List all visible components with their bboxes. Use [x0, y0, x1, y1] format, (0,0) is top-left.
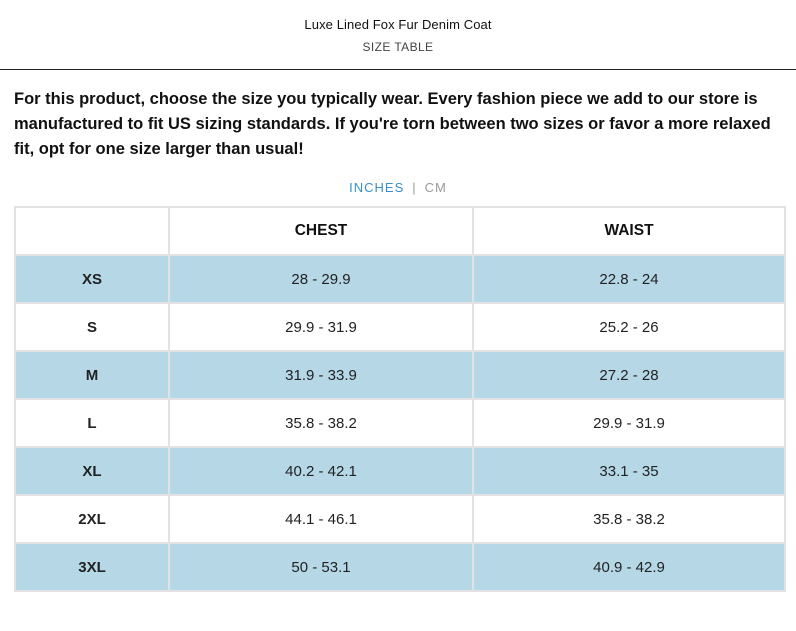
- table-row: [15, 351, 785, 399]
- table-row: [15, 495, 785, 543]
- size-table: [14, 206, 786, 592]
- size-table-subtitle: SIZE TABLE: [362, 40, 434, 54]
- size-cell: XS: [15, 255, 169, 303]
- unit-inches-option[interactable]: INCHES: [349, 180, 405, 195]
- chest-cell: 29.9 - 31.9: [169, 303, 473, 351]
- size-cell: XL: [15, 447, 169, 495]
- chest-cell: 28 - 29.9: [169, 255, 473, 303]
- table-row: [15, 399, 785, 447]
- chest-column-header: CHEST: [169, 207, 473, 255]
- waist-column-header: WAIST: [473, 207, 785, 255]
- table-row: [15, 447, 785, 495]
- size-column-header: [15, 207, 169, 255]
- size-chart-header: [0, 0, 796, 70]
- unit-cm-option[interactable]: CM: [424, 180, 447, 195]
- size-table-header-row: [15, 207, 785, 255]
- waist-cell: 27.2 - 28: [473, 351, 785, 399]
- waist-cell: 29.9 - 31.9: [473, 399, 785, 447]
- waist-cell: 33.1 - 35: [473, 447, 785, 495]
- chest-cell: 40.2 - 42.1: [169, 447, 473, 495]
- product-title: Luxe Lined Fox Fur Denim Coat: [304, 17, 492, 32]
- size-cell: 3XL: [15, 543, 169, 591]
- waist-cell: 25.2 - 26: [473, 303, 785, 351]
- size-cell: 2XL: [15, 495, 169, 543]
- table-row: [15, 543, 785, 591]
- sizing-intro-text: For this product, choose the size you typically wear. Every fashion piece we add to our store is manufactured to fit US sizing standards. If you're torn between two sizes or favor a more relaxed fit, opt for one size larger than usual!: [14, 90, 771, 158]
- waist-cell: 35.8 - 38.2: [473, 495, 785, 543]
- chest-cell: 35.8 - 38.2: [169, 399, 473, 447]
- unit-separator: |: [412, 180, 417, 195]
- waist-cell: 22.8 - 24: [473, 255, 785, 303]
- size-cell: M: [15, 351, 169, 399]
- unit-toggle: [0, 180, 796, 195]
- chest-cell: 31.9 - 33.9: [169, 351, 473, 399]
- chest-cell: 50 - 53.1: [169, 543, 473, 591]
- table-row: [15, 255, 785, 303]
- size-cell: S: [15, 303, 169, 351]
- size-cell: L: [15, 399, 169, 447]
- table-row: [15, 303, 785, 351]
- chest-cell: 44.1 - 46.1: [169, 495, 473, 543]
- waist-cell: 40.9 - 42.9: [473, 543, 785, 591]
